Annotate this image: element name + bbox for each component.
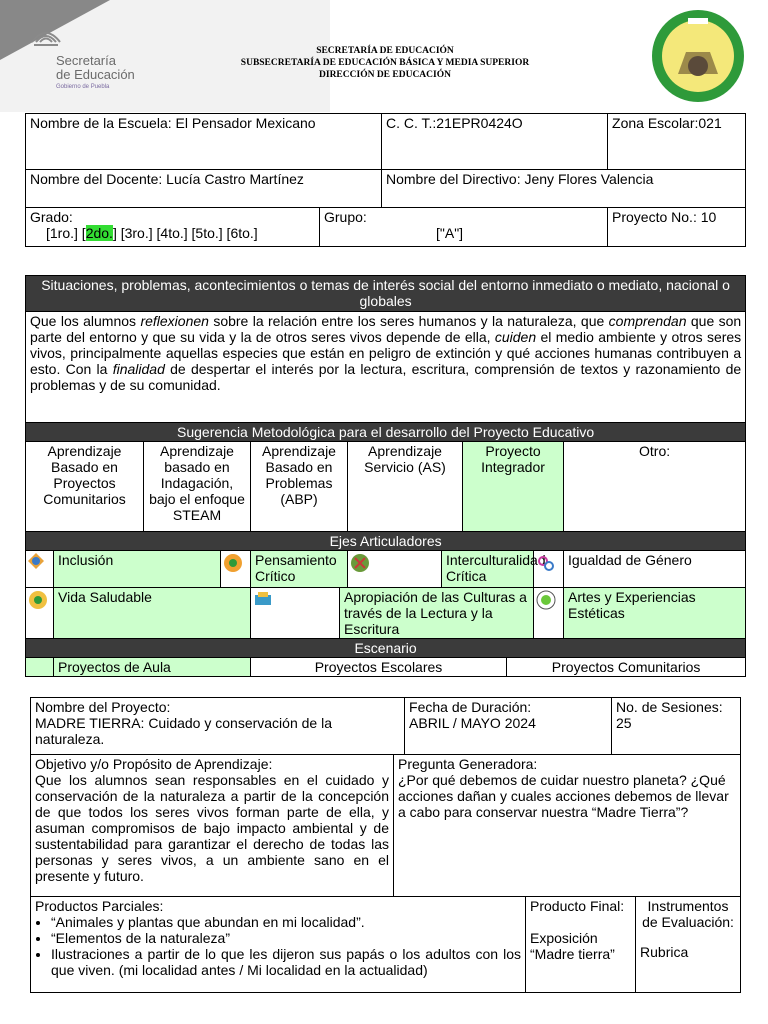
metodologia-item: Aprendizaje basado en Indagación, bajo el enfoque STEAM (144, 442, 251, 532)
nombre-proyecto-cell (31, 698, 405, 755)
escenario-aula: Proyectos de Aula (54, 658, 251, 677)
project-detail-table (30, 697, 741, 993)
pregunta-cell (394, 755, 741, 897)
grupo-cell (320, 208, 608, 247)
eje-vida-saludable: Vida Saludable (54, 588, 251, 639)
eje-artes: Artes y Experiencias Estéticas (564, 588, 746, 639)
objetivo-value: Que los alumnos sean responsables en el cuidado y conservación de la naturaleza a partir de la concepción de que todos los seres vivos forman parte de ella, y asuman compromisos de bajo impacto ambiental y de sustentabilidad para garantizar el derecho de todas las personas y seres vivos, a un ambiente sano en el presente y futuro. (35, 772, 389, 884)
header-titles (190, 45, 580, 81)
producto-parcial-item: • “Elementos de la naturaleza” (51, 930, 521, 946)
escenario-escolares: Proyectos Escolares (251, 658, 507, 677)
grupo-label: Grupo: (324, 209, 367, 225)
directivo-cell: Nombre del Directivo: Jeny Flores Valencia (382, 170, 746, 208)
ejes-title: Ejes Articuladores (26, 532, 746, 551)
nombre-proyecto-label: Nombre del Proyecto: (35, 699, 171, 715)
eje-icon-cell (221, 551, 251, 588)
grado-options (30, 225, 315, 241)
situaciones-title: Situaciones, problemas, acontecimientos o temas de interés social del entorno inmediato o mediato, nacional o globales (26, 276, 746, 312)
header-title-2: SUBSECRETARÍA DE EDUCACIÓN BÁSICA Y MEDIA SUPERIOR (240, 58, 530, 68)
school-seal-icon (650, 8, 746, 104)
productos-parciales-cell (31, 897, 526, 993)
grado-options-rest: [3ro.] [4to.] [5to.] [6to.] (120, 225, 258, 241)
metodologia-item-selected: Proyecto Integrador (463, 442, 564, 532)
eje-lectura-escritura: Apropiación de las Culturas a través de la Lectura y la Escritura (340, 588, 534, 639)
eje-interculturalidad: Interculturalidad Crítica (442, 551, 534, 588)
project-context-table (25, 275, 746, 677)
eje-icon-cell (534, 551, 564, 588)
fecha-cell (405, 698, 612, 755)
header-title-3: DIRECCIÓN DE EDUCACIÓN (319, 70, 451, 80)
grado-selected: 2do. (85, 225, 113, 241)
artes-icon (535, 589, 557, 611)
sesiones-cell (612, 698, 741, 755)
org-name-line1: Secretaría (56, 53, 116, 68)
pensamiento-critico-icon (222, 552, 244, 574)
eje-inclusion: Inclusión (54, 551, 221, 588)
producto-parcial-item: • Ilustraciones a partir de lo que les dijeron sus papás o los adultos con los que viven. (mi localidad antes / Mi localidad en la actualidad) (51, 946, 521, 978)
producto-final-value: Exposición “Madre tierra” (530, 930, 615, 962)
eje-igualdad-genero: Igualdad de Género (564, 551, 746, 588)
sesiones-value: 25 (616, 715, 632, 731)
grupo-value: ["A"] (436, 225, 464, 241)
eje-icon-cell (348, 551, 442, 588)
eje-icon-cell (26, 551, 54, 588)
fecha-value: ABRIL / MAYO 2024 (409, 715, 536, 731)
metodologia-item: Aprendizaje Basado en Problemas (ABP) (251, 442, 348, 532)
header-title-1: SECRETARÍA DE EDUCACIÓN (316, 46, 454, 56)
escenario-selected-marker (26, 658, 54, 677)
metodologia-title: Sugerencia Metodológica para el desarrollo del Proyecto Educativo (26, 423, 746, 442)
school-name-cell: Nombre de la Escuela: El Pensador Mexicano (26, 114, 382, 170)
situaciones-body: Que los alumnos reflexionen sobre la relación entre los seres humanos y la naturaleza, que comprendan que son parte del entorno y que su vida y la de otros seres vivos depende de ella, cuiden el medio ambiente y otros seres vivos, principalmente aquellas especies que están en peligro de extinción y qué acciones humanas contribuyen a esto. Con la finalidad de despertar el interés por la lectura, escritura, comprensión de textos y razonamiento de problemas y de su comunidad. (26, 312, 746, 423)
instrumentos-label: Instrumentos de Evaluación: (642, 898, 734, 930)
grado-option-1: [1ro.] (46, 225, 78, 241)
pregunta-label: Pregunta Generadora: (398, 756, 538, 772)
escenario-comunitarios: Proyectos Comunitarios (507, 658, 746, 677)
eje-pensamiento-critico: Pensamiento Crítico (251, 551, 348, 588)
nombre-proyecto-value: MADRE TIERRA: Cuidado y conservación de la naturaleza. (35, 715, 332, 747)
docente-cell: Nombre del Docente: Lucía Castro Martínez (26, 170, 382, 208)
pregunta-value: ¿Por qué debemos de cuidar nuestro planeta? ¿Qué acciones dañan y cuales acciones debemos de llevar a cabo para conservar nuestra “Madre Tierra”? (398, 772, 729, 820)
proyecto-no-cell: Proyecto No.: 10 (608, 208, 746, 247)
org-name-line2: de Educación (56, 67, 135, 82)
lectura-escritura-icon (252, 589, 274, 611)
escenario-title: Escenario (26, 639, 746, 658)
objetivo-cell (31, 755, 394, 897)
producto-parcial-item: • “Animales y plantas que abundan en mi localidad”. (51, 914, 521, 930)
producto-final-label: Producto Final: (530, 898, 625, 914)
igualdad-genero-icon (535, 552, 557, 574)
eje-icon-cell (251, 588, 340, 639)
metodologia-item: Otro: (564, 442, 746, 532)
grado-option-2: [2do.] (81, 225, 117, 241)
eje-icon-cell (534, 588, 564, 639)
cct-cell: C. C. T.:21EPR0424O (382, 114, 608, 170)
secretaria-emblem-icon (26, 18, 66, 58)
zona-cell: Zona Escolar:021 (608, 114, 746, 170)
grado-label: Grado: (30, 209, 73, 225)
org-name-line3: Gobierno de Puebla (56, 84, 110, 90)
eje-icon-cell (26, 588, 54, 639)
instrumentos-value: Rubrica (640, 944, 689, 960)
school-info-table (25, 113, 746, 247)
metodologia-item: Aprendizaje Basado en Proyectos Comunitarios (26, 442, 144, 532)
secretaria-logo (26, 18, 166, 98)
instrumentos-cell (636, 897, 741, 993)
sesiones-label: No. de Sesiones: (616, 699, 723, 715)
interculturalidad-icon (349, 552, 371, 574)
inclusion-icon (27, 552, 45, 570)
metodologia-item: Aprendizaje Servicio (AS) (348, 442, 463, 532)
fecha-label: Fecha de Duración: (409, 699, 532, 715)
grado-cell (26, 208, 320, 247)
productos-parciales-label: Productos Parciales: (35, 898, 164, 914)
vida-saludable-icon (27, 589, 49, 611)
productos-parciales-list (35, 914, 521, 978)
objetivo-label: Objetivo y/o Propósito de Aprendizaje: (35, 756, 273, 772)
document-header (0, 0, 768, 112)
producto-final-cell (526, 897, 636, 993)
